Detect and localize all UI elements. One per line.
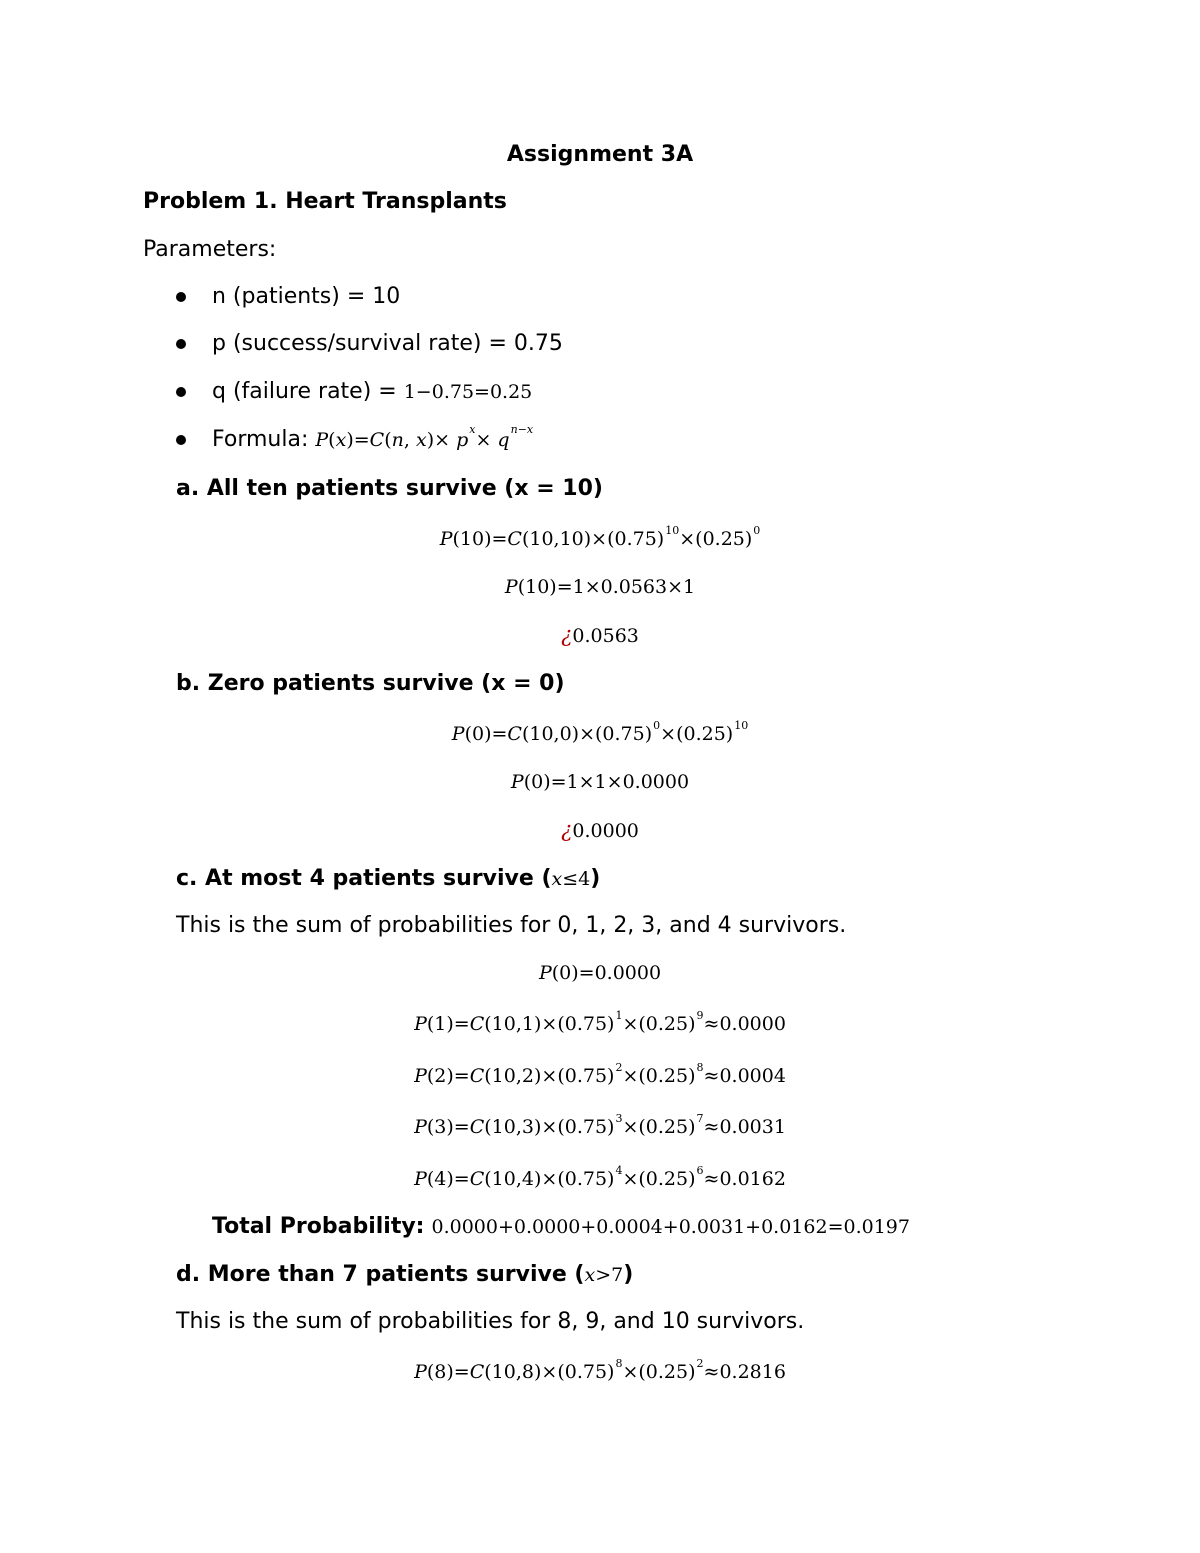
b-formula-line: $P(0)=C(10,0)\times(0.75)^0\times(0.25)^{10}$ [451, 719, 749, 745]
b-computation-line: P(0)=1×1×0.0000 [510, 771, 690, 793]
section-a-heading: a. All ten patients survive (x = 10) [176, 476, 603, 501]
c-p1-value: 0.0000 [719, 1013, 786, 1035]
c-p3-value: 0.0031 [719, 1116, 786, 1138]
c-p0-line: P(0)=0.0000 [538, 962, 662, 984]
d-p8-line: $P(8)=C(10,8)\times(0.75)^8\times(0.25)^2\approx 0.2816$ [414, 1357, 786, 1383]
c-p4-line: $P(4)=C(10,4)\times(0.75)^4\times(0.25)^6\approx 0.0162$ [414, 1164, 786, 1190]
b-result: 0.0000 [572, 820, 639, 842]
bullet-icon [176, 339, 186, 349]
param-q [212, 379, 532, 404]
section-d-description: This is the sum of probabilities for 8, 9, and 10 survivors. [176, 1309, 805, 1334]
c-p1-line: $P(1)=C(10,1)\times(0.75)^1\times(0.25)^9\approx 0.0000$ [414, 1009, 786, 1035]
c-p2-value: 0.0004 [719, 1065, 786, 1087]
c-p4-value: 0.0162 [719, 1168, 786, 1190]
formula-label: Formula: [212, 427, 309, 452]
a-computation-line: P(10)=1×0.0563×1 [504, 576, 696, 598]
section-d-heading-prefix: d. More than 7 patients survive ( [176, 1262, 585, 1287]
param-p: p (success/survival rate) = 0.75 [212, 331, 563, 356]
section-c-description: This is the sum of probabilities for 0, 1, 2, 3, and 4 survivors. [176, 913, 847, 938]
d-p8-value: 0.2816 [719, 1361, 786, 1383]
bullet-icon [176, 435, 186, 445]
c-total-label: Total Probability: [212, 1214, 425, 1239]
param-q-math: 1−0.75=0.25 [403, 381, 533, 403]
c-p2-line: $P(2)=C(10,2)\times(0.75)^2\times(0.25)^8\approx 0.0004$ [414, 1061, 786, 1087]
a-result-line [0, 623, 1200, 647]
bullet-icon [176, 387, 186, 397]
c-p3-line: $P(3)=C(10,3)\times(0.75)^3\times(0.25)^7\approx 0.0031$ [414, 1112, 786, 1138]
c-total-line [212, 1214, 910, 1239]
a-result: 0.0563 [572, 625, 639, 647]
param-q-label: q (failure rate) = [212, 379, 404, 404]
b-result-line [0, 818, 1200, 842]
section-d-heading-suffix: ) [623, 1262, 634, 1287]
section-c-heading-suffix: ) [590, 866, 601, 891]
c-p0-value: 0.0000 [594, 962, 662, 984]
problem-heading: Problem 1. Heart Transplants [143, 189, 507, 214]
page-title: Assignment 3A [506, 142, 694, 167]
section-b-heading: b. Zero patients survive (x = 0) [176, 671, 565, 696]
c-total-math: 0.0000+0.0000+0.0004+0.0031+0.0162=0.0197 [431, 1216, 910, 1238]
section-c-heading-prefix: c. At most 4 patients survive ( [176, 866, 552, 891]
a-formula-line: $P(10)=C(10,10)\times(0.75)^{10}\times(0.25)^0$ [439, 524, 761, 550]
param-n: n (patients) = 10 [212, 284, 401, 309]
section-c-heading: c. At most 4 patients survive (x≤4) [176, 866, 601, 891]
inverted-question-glyph: ¿ [561, 818, 573, 842]
formula-math: P(x)=C(n, $x)\times p^x\times q^{n-x}$ [315, 423, 534, 451]
inverted-question-glyph: ¿ [561, 623, 573, 647]
param-formula [212, 423, 534, 452]
parameters-label: Parameters: [143, 237, 277, 262]
section-d-heading: d. More than 7 patients survive (x>7) [176, 1262, 634, 1287]
bullet-icon [176, 292, 186, 302]
